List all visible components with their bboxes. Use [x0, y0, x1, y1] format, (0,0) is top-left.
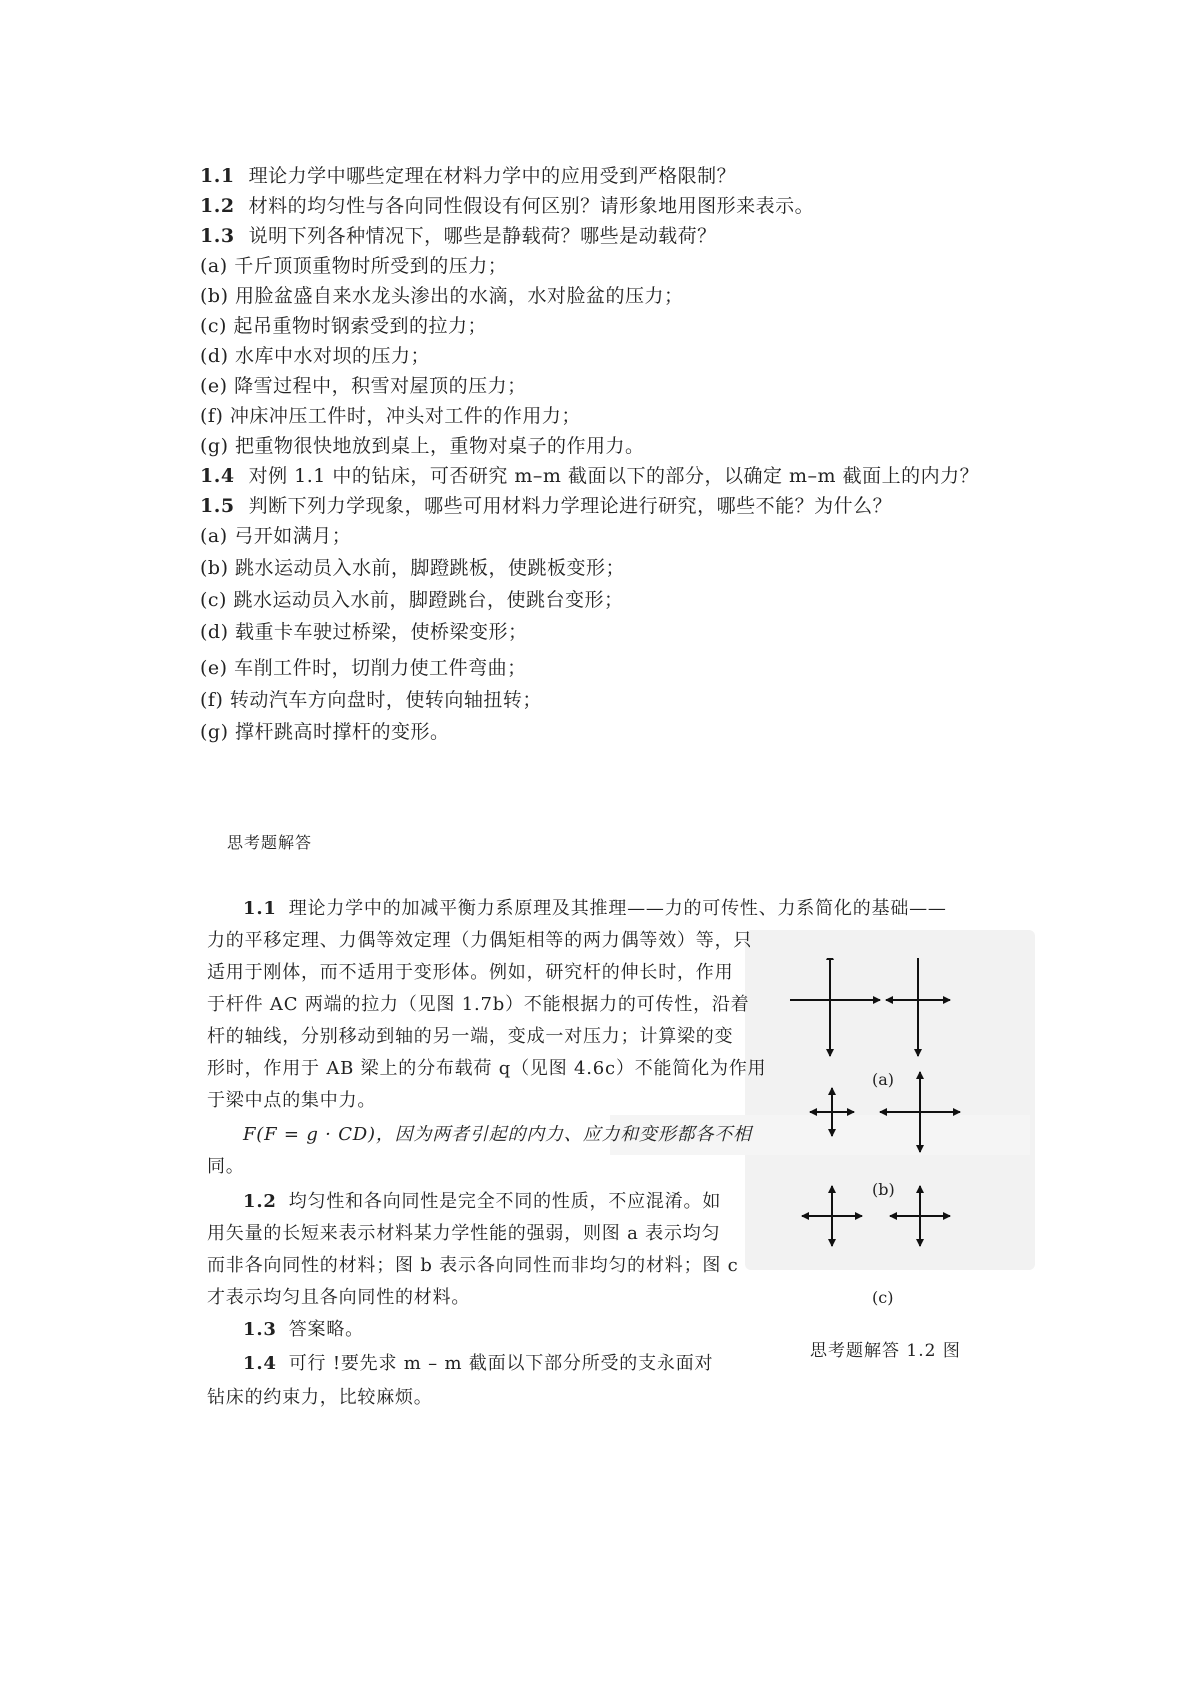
- question-1-2: [200, 193, 814, 220]
- answer-1-2-line-1: [243, 1186, 721, 1218]
- answer-1-1-line-5: 杆的轴线，分别移动到轴的另一端，变成一对压力；计算梁的变: [207, 1026, 734, 1047]
- question-text: 说明下列各种情况下，哪些是静载荷？哪些是动载荷？: [248, 225, 717, 247]
- answer-text: 均匀性和各向同性是完全不同的性质，不应混淆。如: [288, 1191, 722, 1212]
- question-text: 理论力学中哪些定理在材料力学中的应用受到严格限制？: [248, 165, 737, 187]
- q15-item-c: (c) 跳水运动员入水前，脚蹬跳台，使跳台变形；: [200, 589, 624, 611]
- answer-1-1-line-1: [243, 893, 947, 925]
- figure-caption: 思考题解答 1.2 图: [810, 1341, 961, 1361]
- answer-number: 1.2: [243, 1191, 277, 1212]
- cross-c-right: [890, 1186, 950, 1246]
- question-text: 对例 1.1 中的钻床，可否研究 m–m 截面以下的部分，以确定 m–m 截面上的内力？: [248, 465, 980, 487]
- q15-item-g: (g) 撑杆跳高时撑杆的变形。: [200, 721, 450, 743]
- answer-1-1-line-2: 力的平移定理、力偶等效定理（力偶矩相等的两力偶等效）等，只: [207, 930, 753, 951]
- q13-item-a: (a) 千斤顶顶重物时所受到的压力；: [200, 255, 508, 277]
- figure-label-c: (c): [872, 1288, 894, 1307]
- q15-item-b: (b) 跳水运动员入水前，脚蹬跳板，使跳板变形；: [200, 557, 626, 579]
- q13-item-d: (d) 水库中水对坝的压力；: [200, 345, 431, 367]
- q13-item-e: (e) 降雪过程中，积雪对屋顶的压力；: [200, 375, 527, 397]
- answer-1-3: [243, 1314, 364, 1346]
- question-1-3: [200, 223, 717, 250]
- figure-1-2: [790, 958, 990, 1358]
- answer-number: 1.3: [243, 1319, 277, 1340]
- answer-text: 答案略。: [288, 1319, 364, 1340]
- question-1-5: [200, 493, 892, 520]
- answer-1-2-line-4: 才表示均匀且各向同性的材料。: [207, 1287, 471, 1308]
- answer-number: 1.1: [243, 898, 277, 919]
- answer-1-1-line-8: F(F = g · CD)，因为两者引起的内力、应力和变形都各不相: [243, 1124, 752, 1145]
- q13-item-f: (f) 冲床冲压工件时，冲头对工件的作用力；: [200, 405, 581, 427]
- answer-number: 1.4: [243, 1353, 277, 1374]
- figure-label-a: (a): [872, 1070, 895, 1089]
- answer-1-1-line-3: 适用于刚体，而不适用于变形体。例如，研究杆的伸长时，作用: [207, 962, 734, 983]
- answer-1-1-line-7: 于梁中点的集中力。: [207, 1090, 377, 1111]
- question-number: 1.5: [200, 495, 235, 517]
- question-number: 1.3: [200, 225, 235, 247]
- answer-text: 理论力学中的加减平衡力系原理及其推理——力的可传性、力系简化的基础——: [288, 898, 947, 919]
- q15-item-d: (d) 载重卡车驶过桥梁，使桥梁变形；: [200, 621, 528, 643]
- question-number: 1.2: [200, 195, 235, 217]
- q13-item-b: (b) 用脸盆盛自来水龙头渗出的水滴，水对脸盆的压力；: [200, 285, 684, 307]
- q13-item-c: (c) 起吊重物时钢索受到的拉力；: [200, 315, 488, 337]
- answer-1-1-line-9: 同。: [207, 1156, 245, 1177]
- answer-1-1-line-6: 形时，作用于 AB 梁上的分布载荷 q（见图 4.6c）不能简化为作用: [207, 1058, 767, 1079]
- answer-1-1-line-4: 于杆件 AC 两端的拉力（见图 1.7b）不能根据力的可传性，沿着: [207, 994, 750, 1015]
- question-text: 判断下列力学现象，哪些可用材料力学理论进行研究，哪些不能？为什么？: [248, 495, 893, 517]
- cross-b-left: [810, 1088, 854, 1136]
- answer-1-4-line-2: 钻床的约束力，比较麻烦。: [207, 1387, 433, 1408]
- cross-a-left: [790, 958, 880, 1056]
- question-text: 材料的均匀性与各向同性假设有何区别？请形象地用图形来表示。: [248, 195, 815, 217]
- answer-1-2-line-3: 而非各向同性的材料；图 b 表示各向同性而非均匀的材料；图 c: [207, 1255, 739, 1276]
- q15-item-a: (a) 弓开如满月；: [200, 525, 352, 547]
- answer-text: 可行 !要先求 m – m 截面以下部分所受的支永面对: [288, 1353, 714, 1374]
- q13-item-g: (g) 把重物很快地放到桌上，重物对桌子的作用力。: [200, 435, 645, 457]
- q15-item-f: (f) 转动汽车方向盘时，使转向轴扭转；: [200, 689, 542, 711]
- figure-label-b: (b): [872, 1180, 895, 1199]
- answer-1-2-line-2: 用矢量的长短来表示材料某力学性能的强弱，则图 a 表示均匀: [207, 1223, 721, 1244]
- question-1-4: [200, 463, 979, 490]
- cross-a-right: [886, 958, 950, 1056]
- question-1-1: [200, 163, 736, 190]
- question-number: 1.1: [200, 165, 235, 187]
- answers-heading: 思考题解答: [227, 833, 313, 852]
- question-number: 1.4: [200, 465, 235, 487]
- q15-item-e: (e) 车削工件时，切削力使工件弯曲；: [200, 657, 527, 679]
- cross-c-left: [802, 1186, 862, 1246]
- answer-1-4-line-1: [243, 1348, 713, 1380]
